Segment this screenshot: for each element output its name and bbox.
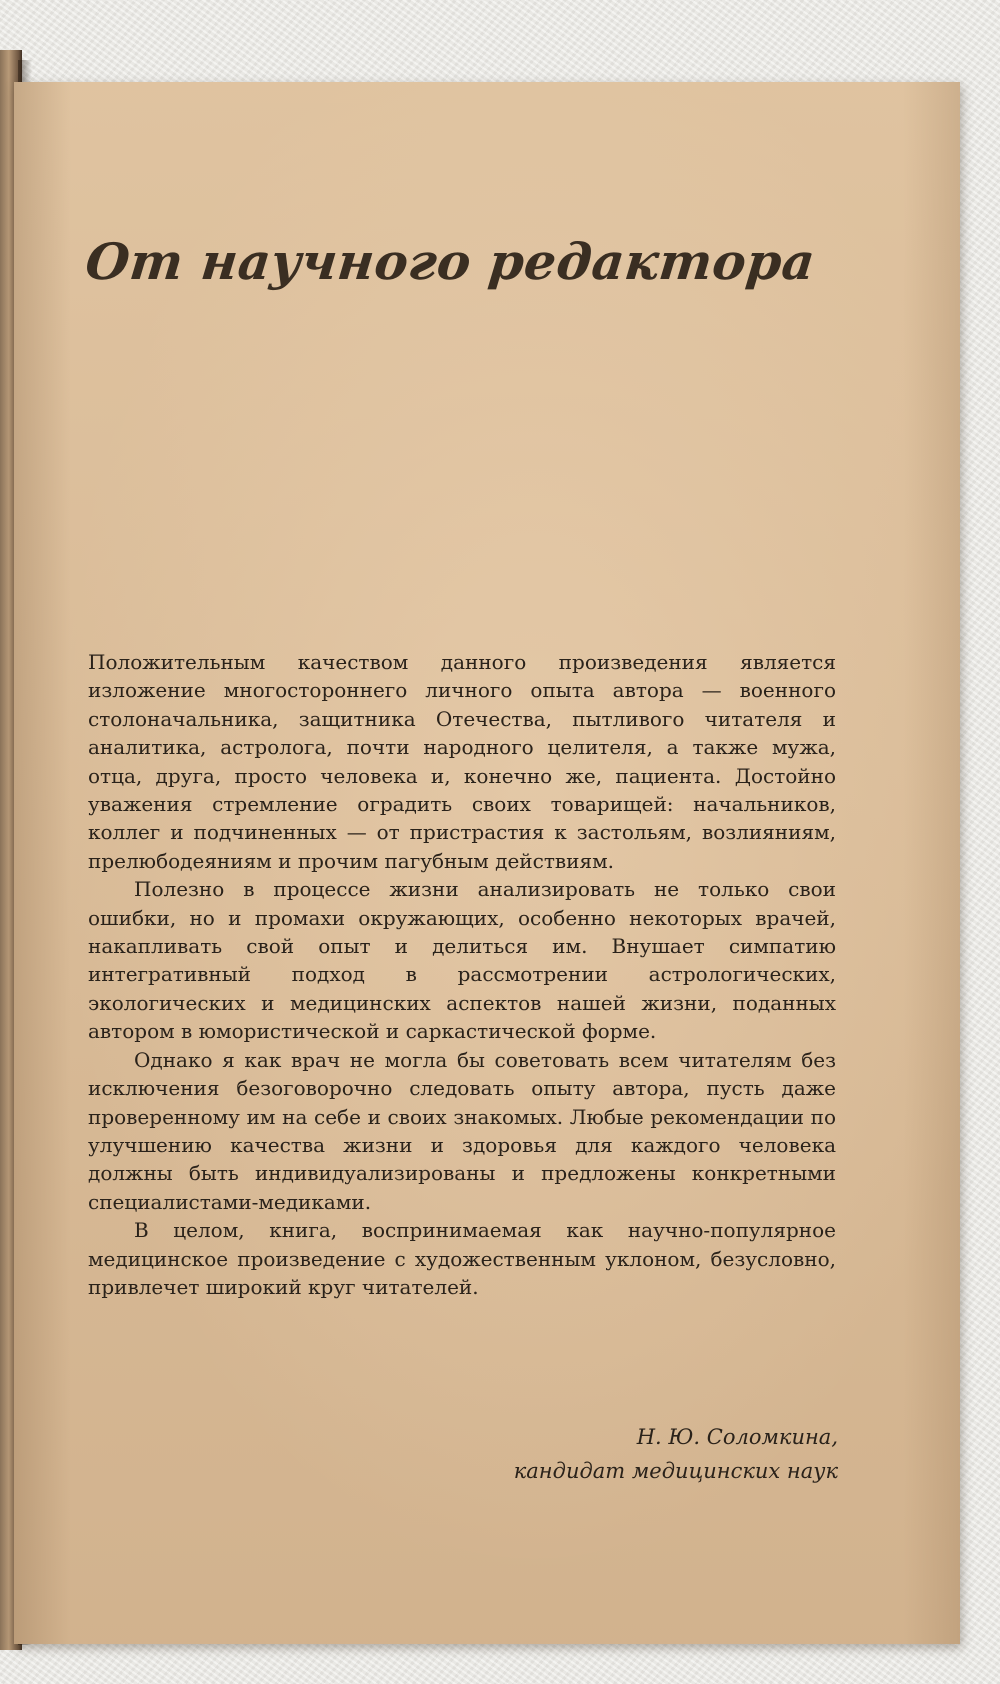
signature-block	[514, 1420, 838, 1488]
page-heading: От научного редактора	[82, 232, 819, 291]
paragraph-3: Однако я как врач не могла бы советовать всем читателям без исключения безоговорочно следовать опыту автора, пусть даже проверенному им на себе и своих знакомых. Любые рекомендации по улучшению качества жизни и здоровья для каждого человека должны быть индивидуализированы и предложены конкретными специалистами-медиками.	[88, 1047, 836, 1214]
body-text	[88, 648, 836, 1301]
signature-name: Н. Ю. Соломкина,	[636, 1425, 838, 1449]
paragraph-4: В целом, книга, воспринимаемая как научно-популярное медицинское произведение с художественным уклоном, безусловно, привлечет широкий круг читателей.	[88, 1218, 836, 1299]
signature-title: кандидат медицинских наук	[513, 1459, 838, 1483]
paragraph-1: Положительным качеством данного произведения является изложение многостороннего личного опыта автора — военного столоначальника, защитника Отечества, пытливого читателя и аналитика, астролога, почти народного целителя, а также мужа, отца, друга, просто человека и, конечно же, пациента. Достойно уважения стремление оградить своих товарищей: начальников, коллег и подчиненных — от пристрастия к застольям, возлияниям, прелюбодеяниям и прочим пагубным действиям.	[88, 650, 836, 873]
paragraph-2: Полезно в процессе жизни анализировать не только свои ошибки, но и промахи окружающих, особенно некоторых врачей, накапливать свой опыт и делиться им. Внушает симпатию интегративный подход в рассмотрении астрологических, экологических и медицинских аспектов нашей жизни, поданных автором в юмористической и саркастической форме.	[88, 877, 836, 1044]
